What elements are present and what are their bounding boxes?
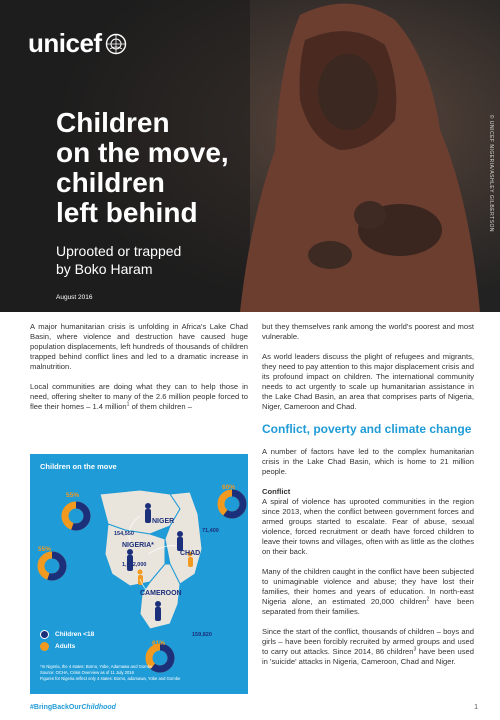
infographic-footnotes <box>40 664 240 682</box>
title-line-3: children <box>56 167 165 198</box>
cameroon-label: CAMEROON <box>140 590 182 597</box>
chad-label: CHAD <box>180 550 201 557</box>
niger-label: NIGER <box>152 518 175 525</box>
legend-adults: Adults <box>40 642 94 651</box>
page-title <box>56 108 306 228</box>
hero-banner <box>0 0 500 312</box>
cameroon-number: 159,820 <box>192 632 212 638</box>
infographic-legend <box>40 630 94 654</box>
infographic-title: Children on the move <box>40 462 117 471</box>
title-line-4: left behind <box>56 197 198 228</box>
legend-children: Children <18 <box>40 630 94 639</box>
subtitle-line-2: by Boko Haram <box>56 261 153 277</box>
page-number: 1 <box>474 704 478 711</box>
children-on-the-move-infographic <box>30 454 248 694</box>
campaign-hashtag: #BringBackOurChildhood <box>30 704 116 711</box>
publication-date: August 2016 <box>56 294 93 301</box>
subtitle-line-1: Uprooted or trapped <box>56 243 182 259</box>
spiral-of-violence-paragraph: A spiral of violence has uprooted communities in the region since 2013, when the conflict between government forces and armed groups started to escalate. Fear of abuse, sexual violence, forced recruitment or death have forced children to leave their towns and villages, often with as little as the clothes on their back. <box>262 497 474 556</box>
footnote-ref: 3 <box>413 646 417 653</box>
region-map <box>30 454 248 694</box>
nigeria-number: 1,072,000 <box>122 562 147 568</box>
local-communities-paragraph: Local communities are doing what they can to help those in need, offering shelter to many of the 2.6 million people forced to flee their homes – 1.4 million$^1$ of them children – <box>30 382 248 411</box>
children-caught-paragraph: Many of the children caught in the conflict have been subjected to unimaginable violence and abuse; they have lost their families, their homes and years of education. In north-east Nigeria alone, an estimated 20,000 children$^2$ have been separated from their families. <box>262 567 474 616</box>
recruitment-paragraph: Since the start of the conflict, thousands of children – boys and girls – have been forcibly recruited by armed groups and used to carry out attacks. Since 2014, 86 children$^3$ have been used in 'suicide' attacks in Nigeria, Cameroon, Chad and Niger. <box>262 627 474 666</box>
logo-text: unicef <box>28 28 102 58</box>
nigeria-label: NIGERIA* <box>122 542 154 549</box>
chad-number: 71,400 <box>202 528 219 534</box>
footnote-2: Source: OCHA, Crisis Overview as of 11 July 2016 <box>40 670 134 675</box>
vulnerable-paragraph: but they themselves rank among the world's poorest and most vulnerable. <box>262 322 474 341</box>
world-leaders-paragraph: As world leaders discuss the plight of refugees and migrants, they need to pay attention to this major displacement crisis and its profound impact on children. The international community needs to act urgently to scale up humanitarian assistance in the Lake Chad Basin, an area that comprises parts of Nigeria, Niger, Cameroon and Chad. <box>262 352 474 411</box>
left-column <box>30 322 248 422</box>
title-line-1: Children <box>56 107 170 138</box>
title-line-2: on the move, <box>56 137 229 168</box>
footnote-3: Figures for Nigeria reflect only 4 states: Borno, adamawa, Yobe and Gombe <box>40 676 181 681</box>
footnote-1: *In Nigeria, the 4 states: Borno, Yobe, Adamawa and Gombe <box>40 664 153 669</box>
photo-credit: © UNICEF NIGERIA/ASHLEY GILBERTSON <box>488 114 494 232</box>
adults-swatch-icon <box>40 642 49 651</box>
cameroon-percent: 61% <box>152 640 166 647</box>
nigeria-percent: 55% <box>38 546 52 553</box>
unicef-logo <box>28 28 127 59</box>
page-subtitle <box>56 242 296 278</box>
niger-percent: 55% <box>66 492 80 499</box>
factors-paragraph: A number of factors have led to the complex humanitarian crisis in the Lake Chad Basin, which is home to 21 million people. <box>262 447 474 476</box>
niger-number: 154,550 <box>114 531 134 537</box>
conflict-subheading: Conflict <box>262 487 291 496</box>
children-swatch-icon <box>40 630 49 639</box>
right-column <box>262 322 474 677</box>
intro-paragraph: A major humanitarian crisis is unfolding in Africa's Lake Chad Basin, where violence and destruction have caused huge population displacements, left hundreds of thousands of children trapped behind conflict lines and led to a dramatic increase in malnutrition. <box>30 322 248 371</box>
section-heading: Conflict, poverty and climate change <box>262 422 472 436</box>
unicef-emblem-icon <box>105 33 127 55</box>
footnote-ref: 1 <box>126 401 130 408</box>
page-footer <box>0 700 500 720</box>
chad-percent: 60% <box>222 484 236 491</box>
footnote-ref: 2 <box>426 596 430 603</box>
